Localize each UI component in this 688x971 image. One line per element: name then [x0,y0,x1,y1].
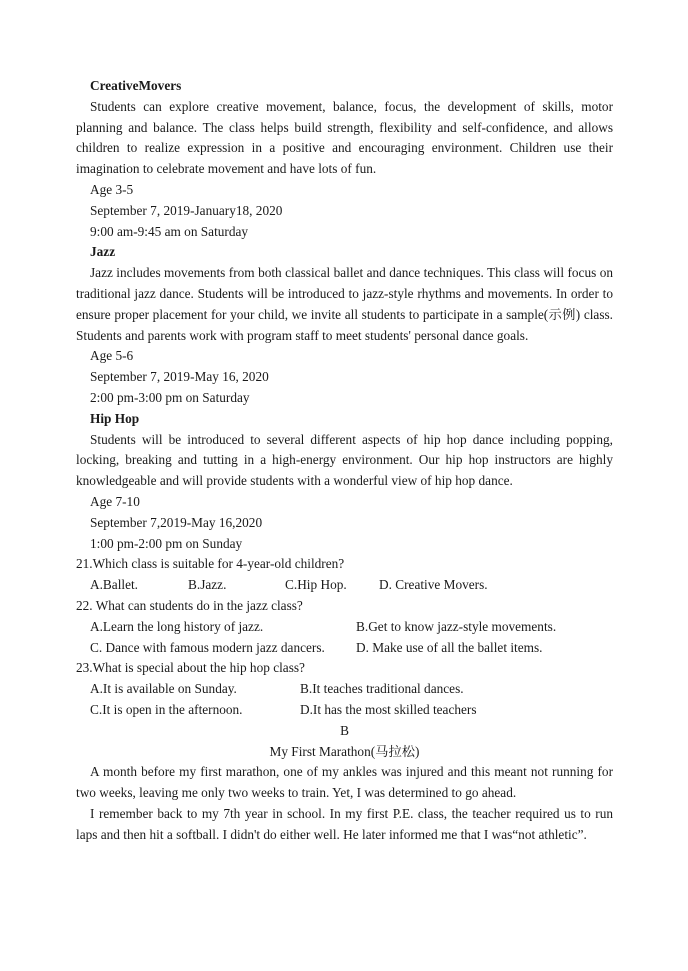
section-body-hip-hop: Students will be introduced to several different aspects of hip hop dance including popping, locking, breaking and tutting in a high-energy environment. Our hip hop instructors are highly knowledgeable and will provide students with a wonderful view of hip hop dance. [76,431,613,489]
question-23-stem: 23.What is special about the hip hop class? [76,660,305,676]
part-b-title: My First Marathon(马拉松) [269,743,420,759]
question-22-option-d: D. Make use of all the ballet items. [356,639,543,655]
question-23-option-d: D.It has the most skilled teachers [300,701,477,717]
question-21-option-b: B.Jazz. [188,577,227,593]
section-body-jazz: Jazz includes movements from both classical ballet and dance techniques. This class will focus on traditional jazz dance. Students will be introduced to jazz-style rhythms and movements. In order to ensure proper placement for your child, we invite all students to participate in a sample(示例) class. Students and parents work with program staff to meet students' personal dance goals. [76,265,613,343]
part-b-letter: B [340,722,349,738]
age-creative-movers: Age 3-5 [90,181,134,197]
document-content [76,76,613,845]
question-23-option-b: B.It teaches traditional dances. [300,681,464,697]
part-b-paragraph-2: I remember back to my 7th year in school. In my first P.E. class, the teacher required us to run laps and then hit a softball. I didn't do either well. He later informed me that I was“not athletic”. [76,805,613,842]
question-22-option-c: C. Dance with famous modern jazz dancers. [90,639,325,655]
time-creative-movers: 9:00 am-9:45 am on Saturday [90,223,249,239]
question-21-stem: 21.Which class is suitable for 4-year-old children? [76,556,345,572]
dates-hip-hop: September 7,2019-May 16,2020 [90,514,263,530]
question-23-options [76,679,613,721]
age-jazz: Age 5-6 [90,348,134,364]
dates-jazz: September 7, 2019-May 16, 2020 [90,369,269,385]
question-21-option-d: D. Creative Movers. [379,577,488,593]
age-hip-hop: Age 7-10 [90,493,140,509]
question-21-options [76,575,613,596]
dates-creative-movers: September 7, 2019-January18, 2020 [90,202,283,218]
question-23-option-c: C.It is open in the afternoon. [90,701,243,717]
question-22-option-b: B.Get to know jazz-style movements. [356,618,557,634]
section-title-creative-movers: CreativeMovers [90,78,182,93]
time-hip-hop: 1:00 pm-2:00 pm on Sunday [90,535,243,551]
question-21-option-c: C.Hip Hop. [285,577,347,593]
part-b-paragraph-1: A month before my first marathon, one of my ankles was injured and this meant not running for two weeks, leaving me only two weeks to train. Yet, I was determined to go ahead. [76,764,613,801]
section-title-jazz: Jazz [90,244,116,260]
section-title-hip-hop: Hip Hop [90,410,140,426]
question-22-option-a: A.Learn the long history of jazz. [90,618,264,634]
section-body-creative-movers: Students can explore creative movement, balance, focus, the development of skills, motor planning and balance. The class helps build strength, flexibility and self-confidence, and allows children to realize expression in a positive and encouraging environment. Children use their imagination to celebrate movement and have lots of fun. [76,98,613,177]
question-23-option-a: A.It is available on Sunday. [90,681,237,697]
time-jazz: 2:00 pm-3:00 pm on Saturday [90,389,250,405]
question-22-options [76,617,613,659]
question-21-option-a: A.Ballet. [90,577,139,593]
question-22-stem: 22. What can students do in the jazz class? [76,597,303,613]
